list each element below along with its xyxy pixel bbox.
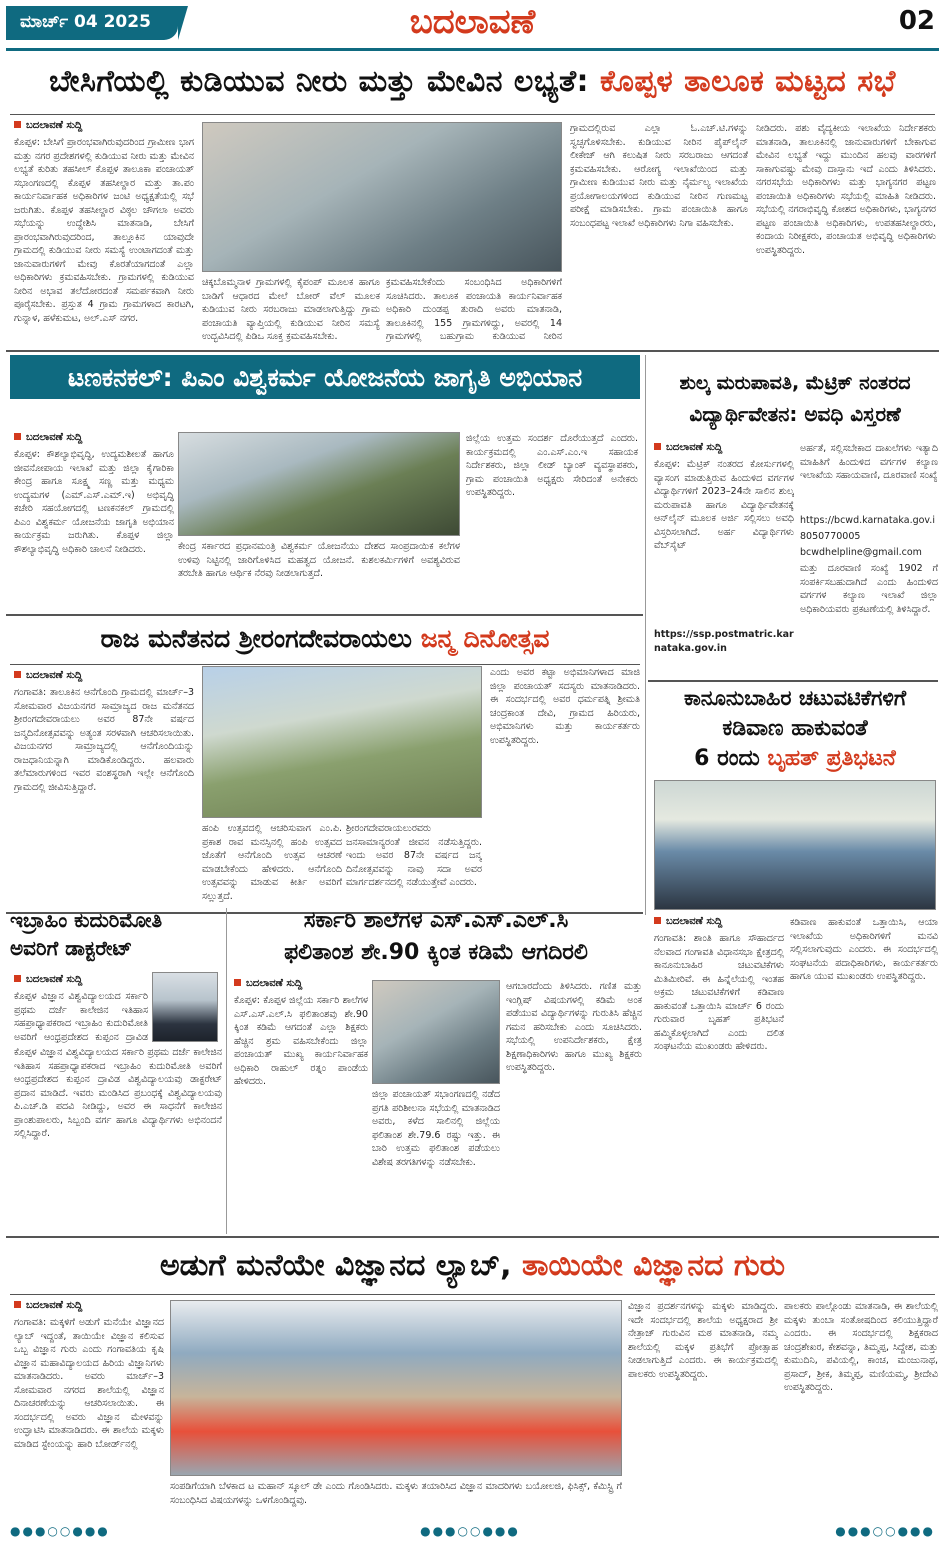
a8-headline-black: ಅಡುಗೆ ಮನೆಯೇ ವಿಜ್ಞಾನದ ಲ್ಯಾಬ್, <box>159 1248 512 1283</box>
a7-headline-line2: ಫಲಿತಾಂಶ ಶೇ.90 ಕ್ಕಿಂತ ಕಡಿಮೆ ಆಗದಿರಲಿ <box>284 940 588 965</box>
a4-ceremony-photo <box>202 666 482 818</box>
a8-headline <box>10 1244 935 1292</box>
a1-col3: ಕ್ರಮವಹಿಸಬೇಕೆಂದು ಸಂಬಂಧಿಸಿದ ಅಧಿಕಾರಿಗಳಿಗೆ ಸೂಚಿಸಿದರು. ತಾಲೂಕ ಪಂಚಾಯತಿ ಕಾರ್ಯನಿರ್ವಾಹಕ ಅಧಿಕಾರಿ ದುಂಡಪ್ಪ ತುರಾದಿ ಅವರು ಮಾತನಾಡಿ, ತಾಲೂಕಿನಲ್ಲಿ 155 ಗ್ರಾಮಗಳಿದ್ದು, ಅವರಲ್ಲಿ 14 ಗ್ರಾಮಗಳಲ್ಲಿ ಬಹುಗ್ರಾಮ ಕುಡಿಯುವ ನೀರಿನ <box>386 277 562 342</box>
a2-col3: ಜಿಲ್ಲೆಯ ಉತ್ತಮ ಸಂದರ್ಶ ದೊರೆಯುತ್ತದೆ ಎಂದರು. ಕಾರ್ಯಕ್ರಮದಲ್ಲಿ ಎಂ.ಎಸ್.ಎಂ.ಇ ಸಹಾಯಕ ನಿರ್ದೇಶಕರು, ಜಿಲ್ಲಾ ಲೀಡ್ ಬ್ಯಾಂಕ್ ವ್ಯವಸ್ಥಾಪಕರು, ಗ್ರಾಮ ಪಂಚಾಯಿತಿ ಅಧ್ಯಕ್ಷರು ಸೇರಿದಂತೆ ಅನೇಕರು ಉಪಸ್ಥಿತರಿದ್ದರು. <box>466 433 638 498</box>
a3-byline: ಬದಲಾವಣೆ ಸುದ್ದಿ <box>654 442 794 456</box>
a8-headline-red: ತಾಯಿಯೇ ವಿಜ್ಞಾನದ ಗುರು <box>522 1248 786 1283</box>
a6-portrait-photo <box>152 972 218 1042</box>
a3-col1: ಕೊಪ್ಪಳ: ಮೆಟ್ರಿಕ್ ನಂತರದ ಕೋರ್ಸುಗಳಲ್ಲಿ ವ್ಯಾಸಂಗ ಮಾಡುತ್ತಿರುವ ಹಿಂದುಳಿದ ವರ್ಗಗಳ ವಿದ್ಯಾರ್ಥಿಗಳಿಗೆ 2023–24ನೇ ಸಾಲಿನ ಶುಲ್ಕ ಮರುಪಾವತಿ ಹಾಗೂ ವಿದ್ಯಾರ್ಥಿವೇತನಕ್ಕೆ ಆನ್‌ಲೈನ್ ಮೂಲಕ ಅರ್ಜಿ ಸಲ್ಲಿಸಲು ಅವಧಿ ವಿಸ್ತರಿಸಲಾಗಿದೆ. ಅರ್ಹ ವಿದ್ಯಾರ್ಥಿಗಳು ವೆಬ್‌ಸೈಟ್ <box>654 459 794 551</box>
a6-headline-line1: ಇಬ್ರಾಹಿಂ ಕುದುರಿಮೋತಿ <box>10 908 163 932</box>
footer-dots-right: ●●●○○●●● <box>835 1524 935 1538</box>
a6-headline-line2: ಅವರಿಗೆ ಡಾಕ್ಟರೇಟ್ <box>10 936 133 960</box>
a7-col2: ಜಿಲ್ಲಾ ಪಂಚಾಯತ್ ಸಭಾಂಗಣದಲ್ಲಿ ನಡೆದ ಪ್ರಗತಿ ಪರಿಶೀಲನಾ ಸಭೆಯಲ್ಲಿ ಮಾತನಾಡಿದ ಅವರು, ಕಳೆದ ಸಾಲಿನಲ್ಲಿ ಜಿಲ್ಲೆಯ ಫಲಿತಾಂಶ ಶೇ.79.6 ರಷ್ಟು ಇತ್ತು. ಈ ಬಾರಿ ಉತ್ತಮ ಫಲಿತಾಂಶ ಪಡೆಯಲು ವಿಶೇಷ ತರಗತಿಗಳನ್ನು ನಡೆಸಬೇಕು. <box>372 1089 500 1168</box>
a4-headline <box>10 620 640 662</box>
a4-col3: ಶ್ರೀರಂಗದೇವರಾಯಲುರವರು ಜನಸಾಮಾನ್ಯರಂತೆ ಜೀವನ ನಡೆಸುತ್ತಿದ್ದರು. ಇಂದು ಅವರ 87ನೇ ವರ್ಷದ ಜನ್ಮ ದಿನೋತ್ಸವವನ್ನು ನಾವು ಸದಾ ಅವರ ಮಾರ್ಗದರ್ಶನದಲ್ಲಿ ನಡೆಯುತ್ತೇವೆ ಎಂದರು. <box>346 823 482 888</box>
a7-byline: ಬದಲಾವಣೆ ಸುದ್ದಿ <box>234 978 368 992</box>
a2-event-photo <box>178 432 460 536</box>
a4-byline: ಬದಲಾವಣೆ ಸುದ್ದಿ <box>14 670 194 684</box>
a4-rule <box>10 664 640 665</box>
a8-byline: ಬದಲಾವಣೆ ಸುದ್ದಿ <box>14 1300 164 1314</box>
a4-headline-black: ರಾಜ ಮನೆತನದ ಶ್ರೀರಂಗದೇವರಾಯಲು <box>100 624 412 653</box>
a1-col4: ಗ್ರಾಮದಲ್ಲಿರುವ ಎಲ್ಲಾ ಓ.ಎಚ್.ಟಿ.ಗಳನ್ನು ಸ್ವಚ್ಛಗೊಳಿಸಬೇಕು. ಕುಡಿಯುವ ನೀರಿನ ಪೈಪ್‌ಲೈನ್ ಲೀಕೇಜ್ ಆಗಿ ಕಲುಷಿತ ನೀರು ಸರಬರಾಜು ಆಗದಂತೆ ಕ್ರಮವಹಿಸಬೇಕು. ಆರೋಗ್ಯ ಇಲಾಖೆಯಿಂದ ಮತ್ತು ಗ್ರಾಮೀಣ ಕುಡಿಯುವ ನೀರು ಮತ್ತು ನೈರ್ಮಲ್ಯ ಇಲಾಖೆಯ ಪ್ರಯೋಗಾಲಯಗಳಿಂದ ಕುಡಿಯುವ ನೀರಿನ ಗುಣಮಟ್ಟ ಪರೀಕ್ಷೆ ಮಾಡಿಸಬೇಕು. ಗ್ರಾಮ ಪಂಚಾಯಿತಿ ಹಾಗೂ ಸಂಬಂಧಪಟ್ಟ ಇಲಾಖೆ ಅಧಿಕಾರಿಗಳು ನಿಗಾ ವಹಿಸಬೇಕು. <box>570 123 748 229</box>
a6-col1-top: ಕೊಪ್ಪಳ ವಿಜ್ಞಾನ ವಿಶ್ವವಿದ್ಯಾಲಯದ ಸರ್ಕಾರಿ ಪ್ರಥಮ ದರ್ಜೆ ಕಾಲೇಜಿನ ಇತಿಹಾಸ ಸಹಪ್ರಾಧ್ಯಾಪಕರಾದ ಇಬ್ರಾಹಿಂ ಕುದುರಿಮೋತಿ ಅವರಿಗೆ ಆಂಧ್ರಪ್ರದೇಶದ ಕುಪ್ಪಂನ ದ್ರಾವಿಡ <box>14 991 148 1043</box>
a4-headline-red: ಜನ್ಮ ದಿನೋತ್ಸವ <box>420 624 550 653</box>
a3-phone: 8050770005 <box>800 531 861 542</box>
a8-col4: ಪಾಲಕರು ಪಾಲ್ಗೊಂಡು ಮಾತನಾಡಿ, ಈ ಶಾಲೆಯಲ್ಲಿ ಮಕ್ಕಳು ತುಂಬಾ ಸಂತೋಷದಿಂದ ಕಲಿಯುತ್ತಿದ್ದಾರೆ ಎಂದರು. ಈ ಸಂದರ್ಭದಲ್ಲಿ ಶಿಕ್ಷಕರಾದ ಚಂದ್ರಶೇಖರ, ಕೇಶವನ್ನಾ, ತಿಮ್ಮಪ್ಪ, ಸಿದ್ದೇಶ, ಮತ್ತು ಕುಮುದಿನಿ, ಪವಿಯಲ್ಲಿ, ಕಾಂಚ, ಮಂಜುನಾಥ, ಪ್ರಸಾದ್, ಶ್ರೀಕ, ತಿಮ್ಮಪ್ಪ, ಮಣಿಯಮ್ಮ, ಶ್ರೀದೇವಿ ಉಪಸ್ಥಿತರಿದ್ದರು. <box>784 1301 938 1393</box>
a3-headline-line1: ಶುಲ್ಕ ಮರುಪಾವತಿ, ಮೆಟ್ರಿಕ್ ನಂತರದ <box>679 372 911 394</box>
a2-col2: ಕೇಂದ್ರ ಸರ್ಕಾರದ ಪ್ರಧಾನಮಂತ್ರಿ ವಿಶ್ವಕರ್ಮ ಯೋಜನೆಯು ದೇಶದ ಸಾಂಪ್ರದಾಯಿಕ ಕಲೆಗಳ ಉಳಿವು ನಿಟ್ಟಿನಲ್ಲಿ ಜಾರಿಗೊಳಿಸಿದ ಮಹತ್ವದ ಯೋಜನೆ. ಕುಶಲಕರ್ಮಿಗಳಿಗೆ ಅವಶ್ಯವಿರುವ ತರಬೇತಿ ಹಾಗೂ ಆರ್ಥಿಕ ನೆರವು ನೀಡಲಾಗುತ್ತದೆ. <box>178 541 460 579</box>
a6-rule <box>226 908 227 1234</box>
a7-col1: ಕೊಪ್ಪಳ: ಕೊಪ್ಪಳ ಜಿಲ್ಲೆಯ ಸರ್ಕಾರಿ ಶಾಲೆಗಳ ಎಸ್.ಎಸ್.ಎಲ್.ಸಿ ಫಲಿತಾಂಶವು ಶೇ.90 ಕ್ಕಿಂತ ಕಡಿಮೆ ಆಗದಂತೆ ಎಲ್ಲಾ ಶಿಕ್ಷಕರು ಹೆಚ್ಚಿನ ಶ್ರಮ ವಹಿಸಬೇಕೆಂದು ಜಿಲ್ಲಾ ಪಂಚಾಯತ್ ಮುಖ್ಯ ಕಾರ್ಯನಿರ್ವಾಹಕ ಅಧಿಕಾರಿ ರಾಹುಲ್ ರತ್ನಂ ಪಾಂಡೆಯ ಹೇಳಿದರು. <box>234 995 368 1087</box>
masthead-rule <box>6 48 939 51</box>
date-tab <box>6 6 178 40</box>
section-divider-1 <box>6 350 939 352</box>
a1-headline-black: ಬೇಸಿಗೆಯಲ್ಲಿ ಕುಡಿಯುವ ನೀರು ಮತ್ತು ಮೇವಿನ ಲಭ್ಯತೆ: <box>49 64 590 99</box>
a4-col4: ಎಂದು ಅವರ ಕಟ್ಟಾ ಅಭಿಮಾನಿಗಳಾದ ಮಾಜಿ ಜಿಲ್ಲಾ ಪಂಚಾಯತ್ ಸದಸ್ಯರು ಮಾತನಾಡಿದರು. ಈ ಸಂದರ್ಭದಲ್ಲಿ ಅವರ ಧರ್ಮಪತ್ನಿ ಶ್ರೀಮತಿ ಚಂದ್ರಕಾಂತ ದೇವಿ, ಗ್ರಾಮದ ಹಿರಿಯರು, ಅಭಿಮಾನಿಗಳು ಮತ್ತು ಕಾರ್ಯಕರ್ತರು ಉಪಸ್ಥಿತರಿದ್ದರು. <box>490 667 640 746</box>
a3-postmatric-url[interactable]: https://ssp.postmatric.karnataka.gov.in <box>654 629 794 654</box>
a8-col1: ಗಂಗಾವತಿ: ಮಕ್ಕಳಿಗೆ ಅಡುಗೆ ಮನೆಯೇ ವಿಜ್ಞಾನದ ಲ್ಯಾಬ್ ಇದ್ದಂತೆ, ತಾಯಿಯೇ ವಿಜ್ಞಾನ ಕಲಿಸುವ ಒಬ್ಬ ವಿಜ್ಞಾನ ಗುರು ಎಂದು ಗಂಗಾವತಿಯ ಕೃಷಿ ವಿಜ್ಞಾನ ಮಹಾವಿದ್ಯಾಲಯದ ಹಿರಿಯ ವಿಜ್ಞಾನಿಗಳು ಮಾತನಾಡಿದರು. ಅವರು ಮಾರ್ಚ್–3 ಸೋಮವಾರ ನಗರದ ಶಾಲೆಯಲ್ಲಿ ವಿಜ್ಞಾನ ದಿನಾಚರಣೆಯನ್ನು ಆಚರಿಸಲಾಯಿತು. ಈ ಸಂದರ್ಭದಲ್ಲಿ ಅವರು ವಿಜ್ಞಾನ ಮೇಳವನ್ನು ಉದ್ಘಾಟಿಸಿ ಮಾತನಾಡಿದರು. ಈ ಶಾಲೆಯ ಮಕ್ಕಳು ಮಾಡಿದ ಸ್ಟೇಂಯನ್ನು ಹಾರಿ ಬೋರ್ಡ್‌ನಲ್ಲಿ <box>14 1317 164 1450</box>
newspaper-brand: ಬದಲಾವಣೆ <box>409 2 536 42</box>
right-column-rule <box>645 355 646 915</box>
section-divider-4 <box>6 1236 939 1238</box>
a8-col3: ವಿಜ್ಞಾನ ಪ್ರದರ್ಶನಗಳನ್ನು ಮಕ್ಕಳು ಮಾಡಿದ್ದರು. ಇದೇ ಸಂದರ್ಭದಲ್ಲಿ ಶಾಲೆಯ ಅಧ್ಯಕ್ಷರಾದ ಶ್ರೀ ನೇತ್ರಾಜ್ ಗುರುವಿನ ಮಠ ಮಾತನಾಡಿ, ನಮ್ಮ ಶಾಲೆಯಲ್ಲಿ ಮಕ್ಕಳ ಪ್ರತಿಭೆಗೆ ಪ್ರೋತ್ಸಾಹ ನೀಡಲಾಗುತ್ತಿದೆ ಎಂದರು. ಈ ಕಾರ್ಯಕ್ರಮದಲ್ಲಿ ಪಾಲಕರು ಉಪಸ್ಥಿತರಿದ್ದರು. <box>628 1301 778 1380</box>
a1-col2: ಚಿಕ್ಕಬೊಮ್ಮನಾಳ ಗ್ರಾಮಗಳಲ್ಲಿ ಕೈಪಂಪ್ ಮೂಲಕ ಹಾಗೂ ಬಾಡಿಗೆ ಆಧಾರದ ಮೇಲೆ ಬೋರ್ ವೆಲ್ ಮೂಲಕ ಕುಡಿಯುವ ನೀರು ಸರಬರಾಜು ಮಾಡಲಾಗುತ್ತಿದ್ದು ಗ್ರಾಮ ಪಂಚಾಯತಿ ವ್ಯಾಪ್ತಿಯಲ್ಲಿ ಕುಡಿಯುವ ನೀರಿನ ಸಮಸ್ಯೆ ಉದ್ಭವಿಸಿದಲ್ಲಿ ಪಿಡಿಒ ಸೂಕ್ತ ಕ್ರಮವಹಿಸಬೇಕು. <box>202 277 380 342</box>
a3-bcwd-url[interactable]: https://bcwd.karnataka.gov.i <box>800 515 935 526</box>
a5-headline-line3 <box>650 746 940 778</box>
a5-headline-line3-black: 6 ರಂದು <box>694 746 760 771</box>
a2-headline: ಟಣಕನಕಲ್: ಪಿಎಂ ವಿಶ್ವಕರ್ಮ ಯೋಜನೆಯ ಜಾಗೃತಿ ಅಭಿಯಾನ <box>67 363 583 392</box>
a8-rule <box>10 1294 935 1295</box>
a1-headline-red: ಕೊಪ್ಪಳ ತಾಲೂಕ ಮಟ್ಟದ ಸಭೆ <box>600 64 896 99</box>
a5-headline-line3-red: ಬೃಹತ್ ಪ್ರತಿಭಟನೆ <box>767 746 896 771</box>
a2-headline-banner <box>10 355 640 399</box>
a5-headline-line2: ಕಡಿವಾಣ ಹಾಕುವಂತೆ <box>722 716 868 741</box>
a1-rule <box>10 114 935 115</box>
a3-headline-line2: ವಿದ್ಯಾರ್ಥಿವೇತನ: ಅವಧಿ ವಿಸ್ತರಣೆ <box>689 402 901 426</box>
page-number: 02 <box>898 6 935 36</box>
a8-col2: ಸಂಪಡಿಗೆಯಾಗಿ ಬೆಳಕಾದ ಟ ಮಹಾನ್ ಸ್ಕೂಲ್ ಡೇ ಎಂದು ಗೊಂಡಿಸಿದರು. ಮಕ್ಕಳು ತಯಾರಿಸಿದ ವಿಜ್ಞಾನ ಮಾದರಿಗಳು ಬಯೋಲಜಿ, ಫಿಸಿಕ್ಸ್, ಕೆಮಿಸ್ಟ್ರಿ ಗೆ ಸಂಬಂಧಿಸಿದ ವಿಷಯಗಳನ್ನು ಒಳಗೊಂಡಿದ್ದವು. <box>170 1481 622 1506</box>
a1-headline <box>10 56 935 110</box>
a3-col3: ಮತ್ತು ದೂರವಾಣಿ ಸಂಖ್ಯೆ 1902 ಗೆ ಸಂಪರ್ಕಿಸಬಹುದಾಗಿದೆ ಎಂದು ಹಿಂದುಳಿದ ವರ್ಗಗಳ ಕಲ್ಯಾಣ ಇಲಾಖೆ ಜಿಲ್ಲಾ ಅಧಿಕಾರಿಯವರು ಪ್ರಕಟಣೆಯಲ್ಲಿ ತಿಳಿಸಿದ್ದಾರೆ. <box>800 563 938 615</box>
section-divider-2 <box>6 614 643 616</box>
a5-col2: ಕಡಿವಾಣ ಹಾಕುವಂತೆ ಒತ್ತಾಯಿಸಿ, ಆಯಾ ಇಲಾಖೆಯ ಅಧಿಕಾರಿಗಳಿಗೆ ಮನವಿ ಸಲ್ಲಿಸಲಾಗುವುದು ಎಂದರು. ಈ ಸಂದರ್ಭದಲ್ಲಿ ಸಂಘಟನೆಯ ಪದಾಧಿಕಾರಿಗಳು, ಕಾರ್ಯಕರ್ತರು ಹಾಗೂ ಯುವ ಮುಖಂಡರು ಉಪಸ್ಥಿತರಿದ್ದರು. <box>790 917 938 982</box>
a3-col2: ಅರ್ಹತೆ, ಸಲ್ಲಿಸಬೇಕಾದ ದಾಖಲೆಗಳು ಇತ್ಯಾದಿ ಮಾಹಿತಿಗೆ ಹಿಂದುಳಿದ ವರ್ಗಗಳ ಕಲ್ಯಾಣ ಇಲಾಖೆಯ ಸಹಾಯವಾಣಿ, ದೂರವಾಣಿ ಸಂಖ್ಯೆ <box>800 443 938 481</box>
a5-col1: ಗಂಗಾವತಿ: ಶಾಂತಿ ಹಾಗೂ ಸೌಹಾರ್ದದ ನೆಲವಾದ ಗಂಗಾವತಿ ವಿಧಾನಸಭಾ ಕ್ಷೇತ್ರದಲ್ಲಿ ಕಾನೂನುಬಾಹಿರ ಚಟುವಟಿಕೆಗಳು ಮಿತಿಮೀರಿವೆ. ಈ ಹಿನ್ನೆಲೆಯಲ್ಲಿ ಇಂತಹ ಅಕ್ರಮ ಚಟುವಟಿಕೆಗಳಿಗೆ ಕಡಿವಾಣ ಹಾಕುವಂತೆ ಒತ್ತಾಯಿಸಿ ಮಾರ್ಚ್ 6 ರಂದು ಗುರುವಾರ ಬೃಹತ್ ಪ್ರತಿಭಟನೆ ಹಮ್ಮಿಕೊಳ್ಳಲಾಗಿದೆ ಎಂದು ದಲಿತ ಸಂಘಟನೆಯ ಮುಖಂಡರು ಹೇಳಿದರು. <box>654 933 784 1052</box>
a7-headline-line1: ಸರ್ಕಾರಿ ಶಾಲೆಗಳ ಎಸ್.ಎಸ್.ಎಲ್.ಸಿ <box>303 908 569 933</box>
a5-headline-line1: ಕಾನೂನುಬಾಹಿರ ಚಟುವಟಿಕೆಗಳಿಗೆ <box>683 686 907 710</box>
a5-protest-group-photo <box>654 780 936 910</box>
a6-col1: ಕೊಪ್ಪಳ ವಿಜ್ಞಾನ ವಿಶ್ವವಿದ್ಯಾಲಯದ ಸರ್ಕಾರಿ ಪ್ರಥಮ ದರ್ಜೆ ಕಾಲೇಜಿನ ಇತಿಹಾಸ ಸಹಪ್ರಾಧ್ಯಾಪಕರಾದ ಇಬ್ರಾಹಿಂ ಕುದುರಿಮೋತಿ ಅವರಿಗೆ ಆಂಧ್ರಪ್ರದೇಶದ ಕುಪ್ಪಂನ ದ್ರಾವಿಡ ವಿಶ್ವವಿದ್ಯಾಲಯವು ಡಾಕ್ಟರೇಟ್ ಪ್ರದಾನ ಮಾಡಿದೆ. ಇವರು ಮಂಡಿಸಿದ ಪ್ರಬಂಧಕ್ಕೆ ವಿಶ್ವವಿದ್ಯಾಲಯವು ಪಿ.ಎಚ್.ಡಿ ಪದವಿ ನೀಡಿದ್ದು, ಅವರ ಈ ಸಾಧನೆಗೆ ಕಾಲೇಜಿನ ಪ್ರಾಂಶುಪಾಲರು, ಸಿಬ್ಬಂದಿ ವರ್ಗ ಹಾಗೂ ವಿದ್ಯಾರ್ಥಿಗಳು ಅಭಿನಂದನೆ ಸಲ್ಲಿಸಿದ್ದಾರೆ. <box>14 1047 222 1139</box>
a1-col5: ನೀಡಿದರು. ಪಶು ವೈದ್ಯಕೀಯ ಇಲಾಖೆಯ ನಿರ್ದೇಶಕರು ಮಾತನಾಡಿ, ತಾಲೂಕಿನಲ್ಲಿ ಜಾನುವಾರುಗಳಿಗೆ ಬೇಕಾಗುವ ಮೇವಿನ ಲಭ್ಯತೆ ಇದ್ದು ಮುಂದಿನ ಹಲವು ವಾರಗಳಿಗೆ ಸಾಕಾಗುವಷ್ಟು ಮೇವು ದಾಸ್ತಾನು ಇದೆ ಎಂದು ತಿಳಿಸಿದರು. ನಗರಸಭೆಯ ಅಧಿಕಾರಿಗಳು ಮತ್ತು ಭಾಗ್ಯನಗರ ಪಟ್ಟಣ ಪಂಚಾಯಿತಿ ಅಧಿಕಾರಿಗಳು ಸಭೆಯಲ್ಲಿ ಮಾಹಿತಿ ನೀಡಿದರು. ಸಭೆಯಲ್ಲಿ ನಗರಾಭಿವೃದ್ಧಿ ಕೋಶದ ಅಧಿಕಾರಿಗಳು, ಭಾಗ್ಯನಗರ ಪಟ್ಟಣ ಪಂಚಾಯಿತಿ ಅಧಿಕಾರಿಗಳು, ಉಪತಹಸೀಲ್ದಾರರು, ಕಂದಾಯ ನಿರೀಕ್ಷಕರು, ಪಂಚಾಯತ ಅಭಿವೃದ್ಧಿ ಅಧಿಕಾರಿಗಳು ಉಪಸ್ಥಿತರಿದ್ದರು. <box>756 123 936 256</box>
a1-col1: ಕೊಪ್ಪಳ: ಬೇಸಿಗೆ ಪ್ರಾರಂಭವಾಗಿರುವುದರಿಂದ ಗ್ರಾಮೀಣ ಭಾಗ ಮತ್ತು ನಗರ ಪ್ರದೇಶಗಳಲ್ಲಿ ಕುಡಿಯುವ ನೀರು ಮತ್ತು ಮೇವಿನ ಲಭ್ಯತೆ ಕುರಿತು ತಹಸೀಲ್ ಕೊಪ್ಪಳ ತಾಲೂಕಾ ಪಂಚಾಯತ್ ಸಭಾಂಗಣದಲ್ಲಿ ಕೊಪ್ಪಳ ತಹಸೀಲ್ದಾರ ಮತ್ತು ತಾ.ಪಂ ಕಾರ್ಯನಿರ್ವಾಹಕ ಅಧಿಕಾರಿಗಳ ಜಂಟಿ ಅಧ್ಯಕ್ಷತೆಯಲ್ಲಿ ಸಭೆ ಜರುಗಿತು. ಕೊಪ್ಪಳ ತಹಸೀಲ್ದಾರ ವಿಠ್ಠಲ ಚೌಗಲಾ ಅವರು ಸಭೆಯನ್ನು ಉದ್ದೇಶಿಸಿ ಮಾತನಾಡಿ, ಬೇಸಿಗೆ ಪ್ರಾರಂಭವಾಗಿರುವುದರಿಂದ, ತಾಲ್ಲೂಕಿನ ಯಾವುದೇ ಗ್ರಾಮದಲ್ಲಿ ಕುಡಿಯುವ ನೀರು ಸಮಸ್ಯೆ ಉಂಟಾಗದಂತೆ ಮತ್ತು ಜಾನುವಾರುಗಳಿಗೆ ಮೇವು ಕೊರತೆಯಾಗದಂತೆ ಎಲ್ಲಾ ಅಧಿಕಾರಿಗಳು ಕ್ರಮವಹಿಸಬೇಕು. ಗ್ರಾಮಗಳಲ್ಲಿ ಕುಡಿಯುವ ನೀರಿನ ಅಭಾವ ತಲೆದೋರದಂತೆ ಸಮರ್ಪಕವಾಗಿ ನೀರು ಪೂರೈಸಬೇಕು. ಪ್ರಸ್ತುತ 4 ಗ್ರಾಮ ಗ್ರಾಮಗಳಾದ ಕಾರಟಗಿ, ಗುನ್ನಾಳ, ಹಳೆಕುಮಟ, ಅಲ್.ಎಸ್ ನಗರ. <box>14 137 194 324</box>
a2-col1: ಕೊಪ್ಪಳ: ಕೌಶಲ್ಯಾಭಿವೃದ್ಧಿ, ಉದ್ಯಮಶೀಲತೆ ಹಾಗೂ ಜೀವನೋಪಾಯ ಇಲಾಖೆ ಮತ್ತು ಜಿಲ್ಲಾ ಕೈಗಾರಿಕಾ ಕೇಂದ್ರ ಹಾಗೂ ಸೂಕ್ಷ್ಮ ಸಣ್ಣ ಮತ್ತು ಮಧ್ಯಮ ಉದ್ಯಮಗಳ (ಎಮ್.ಎಸ್.ಎಮ್.ಇ) ಅಭಿವೃದ್ಧಿ ಕಚೇರಿ ಸಹಯೋಗದಲ್ಲಿ ಟಣಕನಕಲ್ ಗ್ರಾಮದಲ್ಲಿ ಪಿಎಂ ವಿಶ್ವಕರ್ಮ ಯೋಜನೆಯ ಜಾಗೃತಿ ಅಭಿಯಾನ ಕಾರ್ಯಕ್ರಮ ಜರುಗಿತು. ಕೊಪ್ಪಳ ಜಿಲ್ಲಾ ಕೌಶಲ್ಯಾಭಿವೃದ್ಧಿ ಅಧಿಕಾರಿ ಚಾಲನೆ ನೀಡಿದರು. <box>14 449 174 555</box>
a5-top-rule <box>648 680 938 682</box>
a6-byline: ಬದಲಾವಣೆ ಸುದ್ದಿ <box>14 974 144 988</box>
a8-ribbon-cutting-photo <box>170 1300 622 1476</box>
a4-col1: ಗಂಗಾವತಿ: ತಾಲೂಕಿನ ಆನೆಗೊಂದಿ ಗ್ರಾಮದಲ್ಲಿ ಮಾರ್ಚ್–3 ಸೋಮವಾರ ವಿಜಯನಗರ ಸಾಮ್ರಾಜ್ಯದ ರಾಜ ಮನೆತನದ ಶ್ರೀರಂಗದೇವರಾಯಲು ಅವರ 87ನೇ ವರ್ಷದ ಜನ್ಮದಿನೋತ್ಸವವನ್ನು ಅತ್ಯಂತ ಸರಳವಾಗಿ ಆಚರಿಸಲಾಯಿತು. ವಿಜಯನಗರ ಸಾಮ್ರಾಜ್ಯದಲ್ಲಿ ಆನೆಗೊಂದಿಯನ್ನು ರಾಜಧಾನಿಯನ್ನಾಗಿ ಮಾಡಿಕೊಂಡಿದ್ದರು. ಹಲವಾರು ತಲೆಮಾರುಗಳಿಂದ ಇವರ ವಂಶಸ್ಥರಾಗಿ ಇಲ್ಲೇ ಆನೆಗೊಂದಿ ಗ್ರಾಮದಲ್ಲಿ ಜೀವಿಸುತ್ತಿದ್ದಾರೆ. <box>14 687 194 793</box>
a7-col3: ಆಗಬಾರದೆಂದು ತಿಳಿಸಿದರು. ಗಣಿತ ಮತ್ತು ಇಂಗ್ಲಿಷ್ ವಿಷಯಗಳಲ್ಲಿ ಕಡಿಮೆ ಅಂಕ ಪಡೆಯುವ ವಿದ್ಯಾರ್ಥಿಗಳನ್ನು ಗುರುತಿಸಿ ಹೆಚ್ಚಿನ ಗಮನ ಹರಿಸಬೇಕು ಎಂದು ಸೂಚಿಸಿದರು. ಸಭೆಯಲ್ಲಿ ಉಪನಿರ್ದೇಶಕರು, ಕ್ಷೇತ್ರ ಶಿಕ್ಷಣಾಧಿಕಾರಿಗಳು ಹಾಗೂ ಮುಖ್ಯ ಶಿಕ್ಷಕರು ಉಪಸ್ಥಿತರಿದ್ದರು. <box>506 981 642 1073</box>
a7-review-meeting-photo <box>372 980 500 1084</box>
footer-dots-center: ●●●○○●●● <box>420 1524 520 1538</box>
a3-email[interactable]: bcwdhelpline@gmail.com <box>800 547 922 558</box>
issue-date: ಮಾರ್ಚ್ 04 2025 <box>20 12 151 32</box>
a1-byline: ಬದಲಾವಣೆ ಸುದ್ದಿ <box>14 120 194 134</box>
a2-byline: ಬದಲಾವಣೆ ಸುದ್ದಿ <box>14 432 174 446</box>
a1-meeting-photo <box>202 122 562 272</box>
footer-dots-left: ●●●○○●●● <box>10 1524 110 1538</box>
a4-col2: ಹಂಪಿ ಉತ್ಸವದಲ್ಲಿ ಆಚರಿಸುವಾಗ ಎಂ.ಪಿ. ಪ್ರಕಾಶ ರಾವ ಮನಸ್ಸಿನಲ್ಲಿ ಹಂಪಿ ಉತ್ಸವದ ಜೊತೆಗೆ ಆನೆಗೊಂದಿ ಉತ್ಸವ ಆಚರಣೆ ಮಾಡಬೇಕೆಂದು ಹೇಳಿದರು. ಆನೆಗೊಂದಿ ಉತ್ಸವವನ್ನು ಮಾಡುವ ಕೀರ್ತಿ ಅವರಿಗೆ ಸಲ್ಲುತ್ತದೆ. <box>202 823 342 902</box>
a5-byline: ಬದಲಾವಣೆ ಸುದ್ದಿ <box>654 916 784 930</box>
